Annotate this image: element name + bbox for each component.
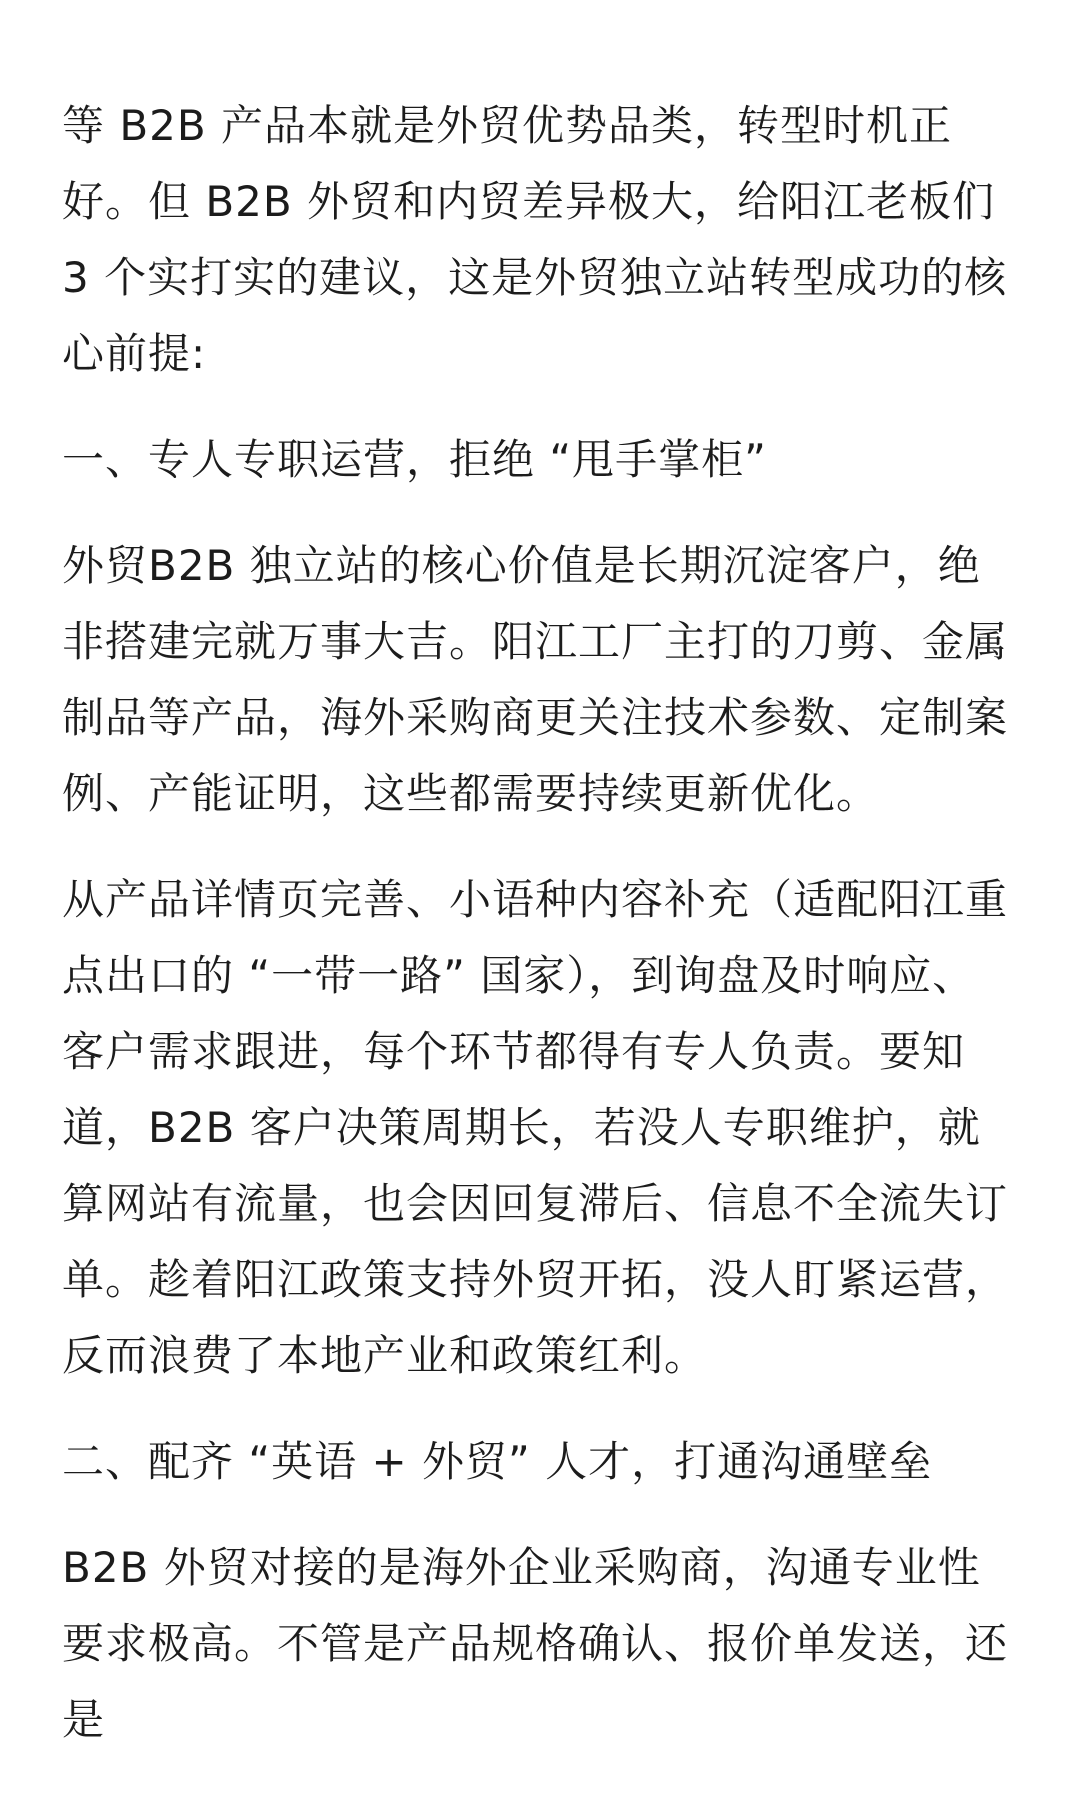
- section-1-heading: 一、专人专职运营，拒绝 “甩手掌柜”: [62, 435, 767, 484]
- section-2-heading: 二、配齐 “英语 + 外贸” 人才，打通沟通壁垒: [62, 1437, 933, 1486]
- intro-paragraph: 等 B2B 产品本就是外贸优势品类，转型时机正好。但 B2B 外贸和内贸差异极大，给阳江老板们 3 个实打实的建议，这是外贸独立站转型成功的核心前提:: [62, 101, 1010, 378]
- section-1-paragraph-1: 外贸B2B 独立站的核心价值是长期沉淀客户，绝非搭建完就万事大吉。阳江工厂主打的刀剪、金属制品等产品，海外采购商更关注技术参数、定制案例、产能证明，这些都需要持续更新优化。: [62, 541, 1009, 818]
- section-1-paragraph-2: 从产品详情页完善、小语种内容补充（适配阳江重点出口的 “一带一路” 国家），到询盘及时响应、客户需求跟进，每个环节都得有专人负责。要知道，B2B 客户决策周期长，若没人专职维护，就算网站有流量，也会因回复滞后、信息不全流失订单。趁着阳江政策支持外贸开拓，没人盯紧运营，反而浪费了本地产业和政策红利。: [62, 875, 1009, 1380]
- section-2-paragraph-1: B2B 外贸对接的是海外企业采购商，沟通专业性要求极高。不管是产品规格确认、报价单发送，还是: [62, 1543, 1009, 1744]
